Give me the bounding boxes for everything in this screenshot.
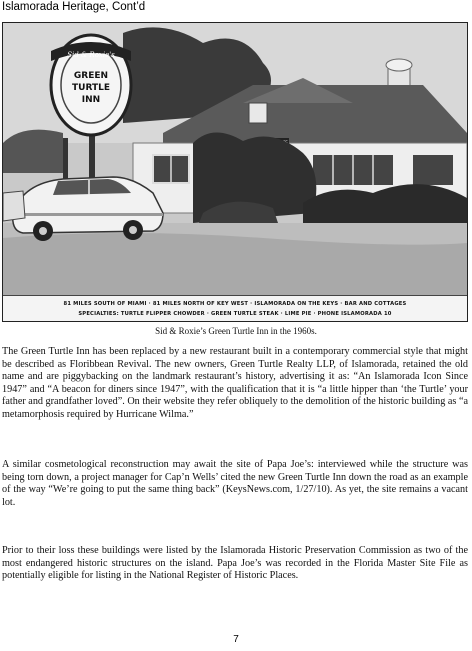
sign-top-text: Sid & Roxie's [67, 51, 115, 59]
strip-line-1: 81 MILES SOUTH OF MIAMI · 81 MILES NORTH OF KEY WEST · ISLAMORADA ON THE KEYS · BAR AND COTTAGES [63, 301, 407, 307]
paragraph-3: Prior to their loss these buildings were listed by the Islamorada Historic Preservation Commission as two of the most endangered historic structures on the island. Papa Joe’s was recorded in the Florida Master Site File as potentially eligible for listing in the National Register of Historic Places. [2, 545, 468, 582]
sign-line2: TURTLE [72, 83, 110, 93]
sign-line1: GREEN [73, 71, 109, 81]
photo-scene [3, 23, 467, 295]
page-number: 7 [233, 634, 239, 645]
photo-caption-strip [3, 295, 467, 321]
historic-photo [2, 22, 468, 322]
sign-line3: INN [81, 95, 101, 105]
paragraph-2: A similar cosmetological reconstruction may await the site of Papa Joe’s: interviewed while the structure was being torn down, a project manager for Cap’n Wells’ cited the new Green Turtle Inn down the road as an example of the way “We’re going to put the same thing back” (KeysNews.com, 1/27/10). As yet, the site remains a vacant lot. [2, 459, 468, 508]
strip-line-2: SPECIALTIES: TURTLE FLIPPER CHOWDER · GREEN TURTLE STEAK · LIME PIE · PHONE ISLAMORADA 10 [78, 311, 392, 317]
paragraph-1: The Green Turtle Inn has been replaced by a new restaurant built in a contemporary commercial style that might be described as Floribbean Revival. The new owners, Green Turtle Realty LLP, of Islamorada, retained the old name and are piggybacking on the landmark restaurant’s history, advertising it as: “An Islamorada Icon Since 1947” and “A beacon for diners since 1947”, with the qualification that it is “a little hipper than ‘the Turtle’ your father and grandfather loved”. On their website they refer obliquely to the demolition of the historic building as “a metamorphosis required by Hurricane Wilma.” [2, 346, 468, 420]
figure-caption: Sid & Roxie’s Green Turtle Inn in the 1960s. [155, 326, 317, 336]
running-header: Islamorada Heritage, Cont’d [2, 1, 146, 13]
